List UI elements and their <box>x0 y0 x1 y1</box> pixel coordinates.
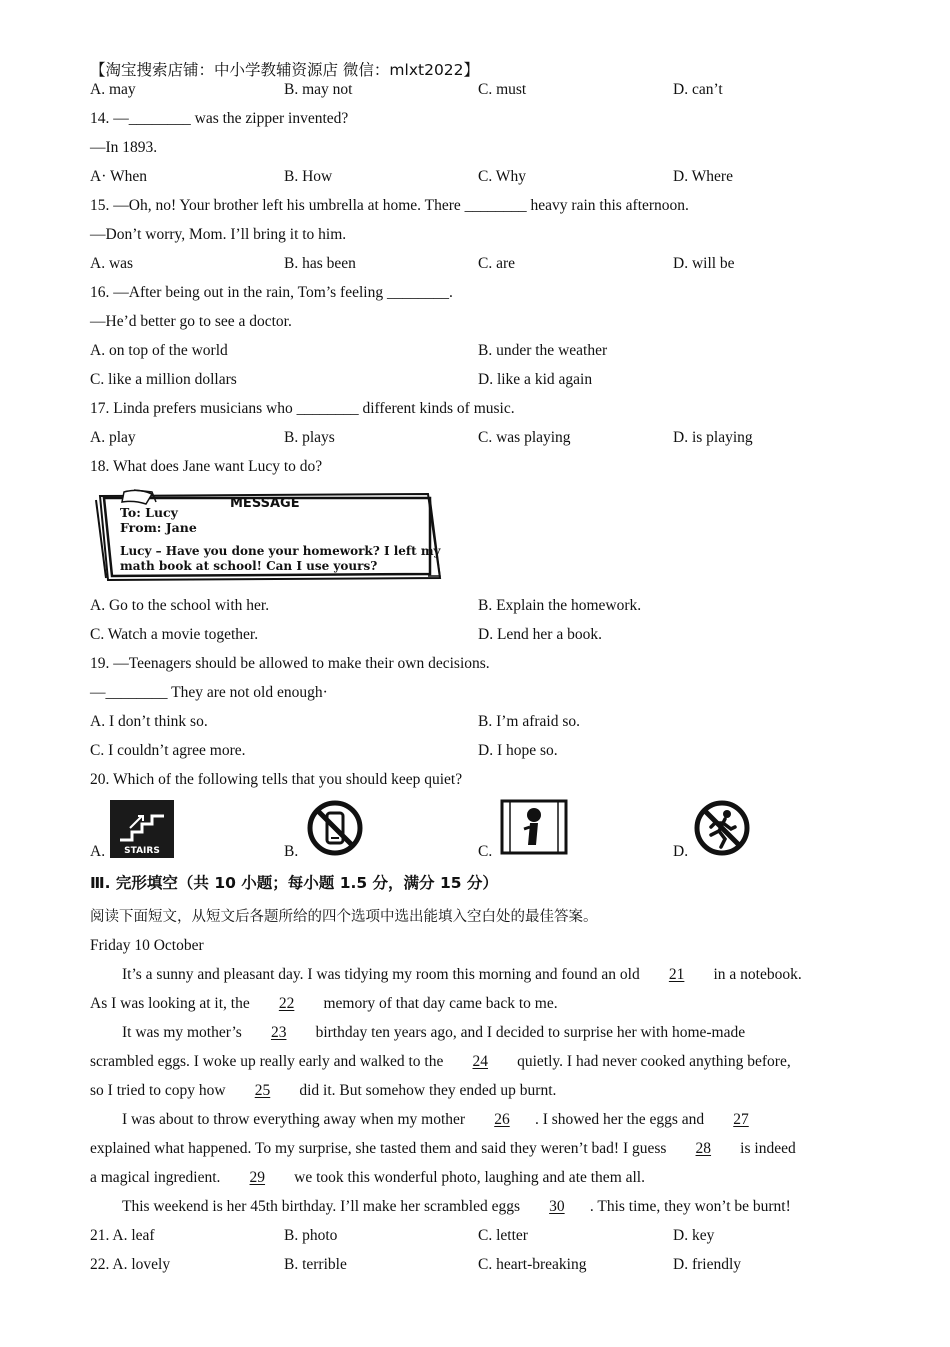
message-to: To: Lucy <box>120 505 178 520</box>
blank-26[interactable]: 26 <box>494 1111 510 1128</box>
message-title: MESSAGE <box>230 496 300 511</box>
passage-p2-line1: It was my mother’s 23 birthday ten years ago, and I decided to surprise her with home-made <box>122 1024 746 1041</box>
q19-option-d[interactable]: D. I hope so. <box>478 742 558 759</box>
q13-option-c[interactable]: C. must <box>478 81 527 98</box>
q16-option-a[interactable]: A. on top of the world <box>90 342 228 359</box>
q17-option-c[interactable]: C. was playing <box>478 429 571 446</box>
q20-option-a[interactable]: A. <box>90 843 106 860</box>
q20-question: 20. Which of the following tells that you should keep quiet? <box>90 771 463 788</box>
q15-option-d[interactable]: D. will be <box>673 255 735 272</box>
section3-title: Ⅲ. 完形填空（共 10 小题；每小题 1.5 分，满分 15 分） <box>90 874 498 892</box>
q20-option-c[interactable]: C. <box>478 843 493 860</box>
q15-question: 15. —Oh, no! Your brother left his umbrella at home. There ________ heavy rain this afternoon. <box>90 197 689 214</box>
q19-answer-line: —________ They are not old enough· <box>90 684 328 701</box>
q13-option-b[interactable]: B. may not <box>284 81 353 98</box>
q13-option-a[interactable]: A. may <box>90 81 136 98</box>
q17-option-d[interactable]: D. is playing <box>673 429 753 446</box>
q20-option-d[interactable]: D. <box>673 843 689 860</box>
q18-option-a[interactable]: A. Go to the school with her. <box>90 597 270 614</box>
q17-option-b[interactable]: B. plays <box>284 429 335 446</box>
blank-29[interactable]: 29 <box>249 1169 266 1186</box>
message-body-line1: Lucy – Have you done your homework? I left my <box>120 544 441 558</box>
q18-question: 18. What does Jane want Lucy to do? <box>90 458 323 475</box>
blank-27[interactable]: 27 <box>733 1111 749 1128</box>
q19-option-a[interactable]: A. I don’t think so. <box>90 713 208 730</box>
page-header-watermark: 【淘宝搜索店铺：中小学教辅资源店 微信：mlxt2022】 <box>90 61 480 79</box>
q22-option-a[interactable]: 22. A. lovely <box>90 1256 171 1273</box>
q15-option-c[interactable]: C. are <box>478 255 516 272</box>
stairs-sign-icon[interactable] <box>110 800 174 863</box>
q14-option-b[interactable]: B. How <box>284 168 333 185</box>
q17-question: 17. Linda prefers musicians who ________ different kinds of music. <box>90 400 515 417</box>
passage-p3-line1: I was about to throw everything away when my mother 26 . I showed her the eggs and 27 <box>122 1110 774 1130</box>
q20-option-b[interactable]: B. <box>284 843 299 860</box>
passage-p4-line1: This weekend is her 45th birthday. I’ll make her scrambled eggs 30 . This time, they won’t be burnt! <box>122 1198 791 1215</box>
diary-date: Friday 10 October <box>90 937 204 954</box>
no-running-sign-icon[interactable] <box>693 799 751 862</box>
q17-option-a[interactable]: A. play <box>90 429 136 446</box>
blank-28[interactable]: 28 <box>695 1140 712 1157</box>
blank-30[interactable]: 30 <box>549 1198 565 1215</box>
no-phone-sign-icon[interactable] <box>306 799 364 862</box>
q15-option-a[interactable]: A. was <box>90 255 134 272</box>
q16-option-d[interactable]: D. like a kid again <box>478 371 593 388</box>
q16-option-b[interactable]: B. under the weather <box>478 342 608 359</box>
q16-question: 16. —After being out in the rain, Tom’s feeling ________. <box>90 284 453 301</box>
q14-option-c[interactable]: C. Why <box>478 168 526 185</box>
q19-option-c[interactable]: C. I couldn’t agree more. <box>90 742 246 759</box>
q14-question: 14. —________ was the zipper invented? <box>90 110 349 127</box>
passage-p1-line1: It’s a sunny and pleasant day. I was tidying my room this morning and found an old 21 in a notebook. <box>122 966 802 983</box>
message-from: From: Jane <box>120 520 197 535</box>
message-note-image <box>94 488 442 584</box>
q18-option-b[interactable]: B. Explain the homework. <box>478 597 642 614</box>
blank-23[interactable]: 23 <box>270 1024 287 1041</box>
passage-p3-line2: explained what happened. To my surprise, she tasted them and said they weren’t bad! I guess 28 is indeed <box>90 1140 796 1157</box>
passage-p2-line3: so I tried to copy how 25 did it. But somehow they ended up burnt. <box>90 1082 557 1099</box>
blank-21[interactable]: 21 <box>668 966 685 983</box>
q18-option-c[interactable]: C. Watch a movie together. <box>90 626 259 643</box>
q21-option-a[interactable]: 21. A. leaf <box>90 1227 155 1244</box>
information-sign-icon[interactable] <box>500 799 568 860</box>
q16-option-c[interactable]: C. like a million dollars <box>90 371 237 388</box>
stairs-sign-label: STAIRS <box>124 846 160 856</box>
q14-answer-line: —In 1893. <box>90 139 158 156</box>
q21-option-c[interactable]: C. letter <box>478 1227 528 1244</box>
message-body-line2: math book at school! Can I use yours? <box>120 559 378 573</box>
q15-answer-line: —Don’t worry, Mom. I’ll bring it to him. <box>90 226 347 243</box>
q14-option-a[interactable]: A· When <box>90 168 147 185</box>
q16-answer-line: —He’d better go to see a doctor. <box>90 313 292 330</box>
q21-option-d[interactable]: D. key <box>673 1227 715 1244</box>
passage-p1-line2: As I was looking at it, the 22 memory of that day came back to me. <box>90 995 558 1012</box>
q22-option-d[interactable]: D. friendly <box>673 1256 742 1273</box>
q21-option-b[interactable]: B. photo <box>284 1227 338 1244</box>
blank-22[interactable]: 22 <box>278 995 295 1012</box>
section3-instruction: 阅读下面短文，从短文后各题所给的四个选项中选出能填入空白处的最佳答案。 <box>90 909 598 925</box>
blank-25[interactable]: 25 <box>254 1082 271 1099</box>
q13-option-d[interactable]: D. can’t <box>673 81 723 98</box>
q22-option-c[interactable]: C. heart-breaking <box>478 1256 587 1273</box>
passage-p3-line3: a magical ingredient. 29 we took this wonderful photo, laughing and ate them all. <box>90 1169 645 1186</box>
passage-p2-line2: scrambled eggs. I woke up really early and walked to the 24 quietly. I had never cooked anything before, <box>90 1053 791 1070</box>
blank-24[interactable]: 24 <box>472 1053 488 1070</box>
q18-option-d[interactable]: D. Lend her a book. <box>478 626 602 643</box>
q19-question: 19. —Teenagers should be allowed to make their own decisions. <box>90 655 490 672</box>
q15-option-b[interactable]: B. has been <box>284 255 356 272</box>
q22-option-b[interactable]: B. terrible <box>284 1256 347 1273</box>
q14-option-d[interactable]: D. Where <box>673 168 733 185</box>
q19-option-b[interactable]: B. I’m afraid so. <box>478 713 581 730</box>
